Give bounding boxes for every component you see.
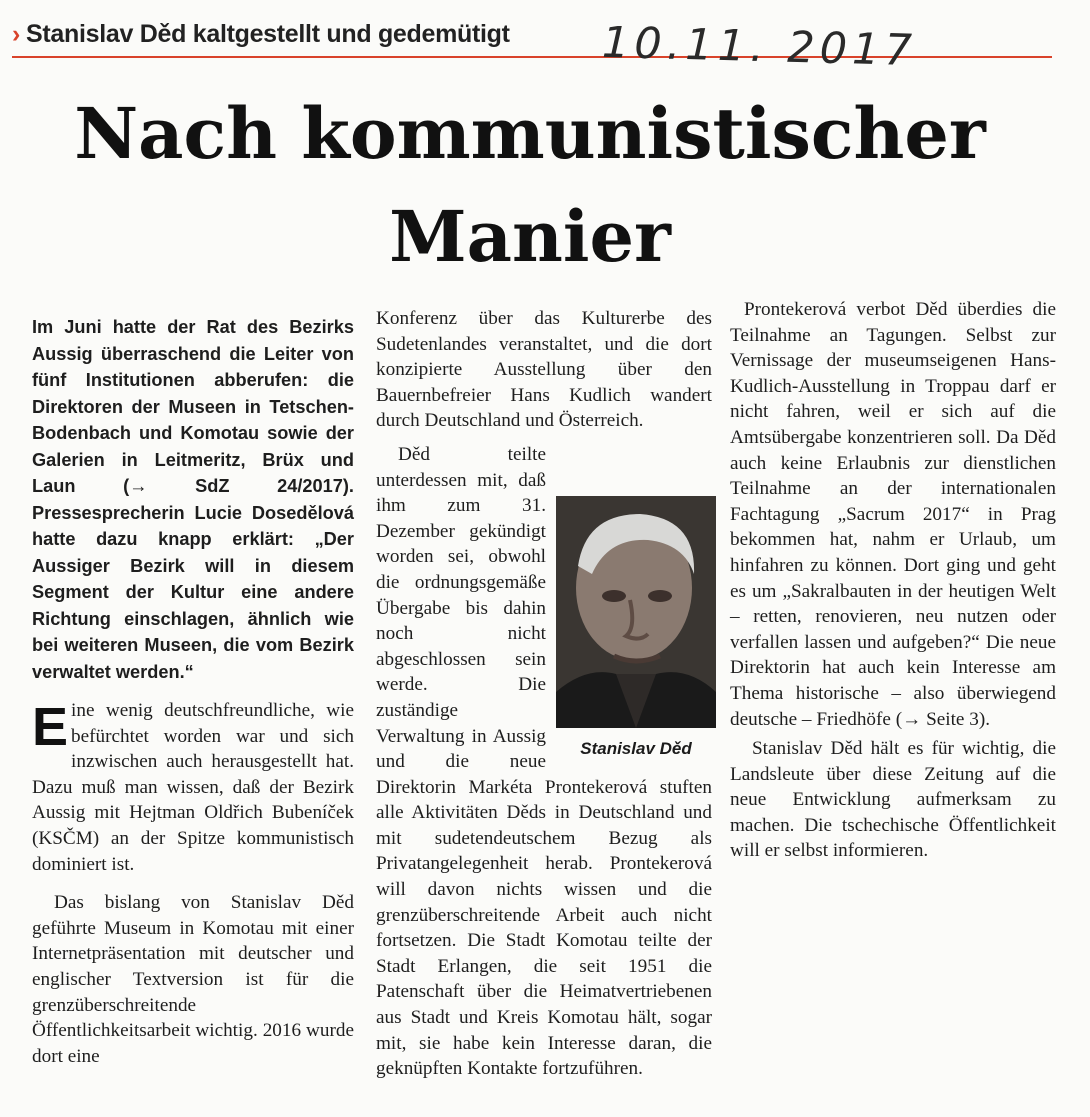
kicker — [12, 20, 510, 49]
body-paragraph-3: Děd teilte unterdessen mit, daß ihm zum 31. Dezember gekündigt worden sei, obwohl die ordnungsgemäße Übergabe bis dahin noch nicht abgeschlossen sein werde. Die zuständige Verwaltung in Aussig und die neue Direktorin Markéta Prontekerová stuften alle Aktivitäten Děds in Deutschland und mit sudetendeutschem Bezug als Privatangelegenheit herab. Prontekerová will davon nichts wissen und die grenzüberschreitende Arbeit auch nicht fortsetzen. Die Stadt Komotau teilte der Stadt Erlangen, die seit 1951 die Patenschaft über die Heimatvertriebenen aus Stadt und Kreis Komotau hält, sogar mit, sie habe kein Interesse daran, die geknüpften Kontakte fortzuführen. — [376, 443, 712, 1080]
body-paragraph-5: Stanislav Děd hält es für wichtig, die Landsleute über diese Zeitung auf die neue Entwicklung aufmerksam zu machen. Die tschechische Öffentlichkeit will er selbst informieren. — [730, 738, 1056, 862]
body-paragraph-2: Das bislang von Stanislav Děd geführte Museum in Komotau mit einer Internetpräsentation mit deutscher und englischer Textversion ist für die grenzüberschreitende Öffentlichkeitsarbeit wichtig. 2016 wurde dort eine — [32, 892, 354, 1067]
body-paragraph-1-text: ine wenig deutschfreundliche, wie befürchtet worden war und sich inzwischen auch herausgestellt hat. Dazu muß man wissen, daß der Bezirk Aussig mit Hejtman Oldřich Bubeníček (KSČM) an der Spitze kommunistisch dominiert ist. — [32, 700, 354, 875]
photo-caption: Stanislav Děd — [580, 738, 692, 758]
portrait-photo — [556, 496, 716, 728]
kicker-text: Stanislav Děd kaltgestellt und gedemütigt — [26, 20, 510, 48]
column-1 — [32, 314, 354, 1069]
handwritten-date: 10.11. 2017 — [601, 17, 918, 77]
chevron-right-icon: › — [12, 20, 21, 48]
lead-paragraph: Im Juni hatte der Rat des Bezirks Aussig überraschend die Leiter von fünf Institutionen abberufen: die Direktoren der Museen in Tetschen-Bodenbach und Komotau sowie der Galerien in Leitmeritz, Brüx und Laun (→ SdZ 24/2017). Pressesprecherin Lucie Dosedělová hatte dazu knapp erklärt: „Der Aussiger Bezirk will in diesem Segment der Kultur eine andere Richtung einschlagen, ähnlich wie bei weiteren Museen, die vom Bezirk verwaltet werden.“ — [32, 317, 354, 682]
headline-line-2: Manier — [389, 195, 671, 278]
headline-line-1: Nach kommunistischer — [74, 92, 986, 175]
body-paragraph-4: Prontekerová verbot Děd überdies die Teilnahme an Tagungen. Selbst zur Vernissage der museumseigenen Hans-Kudlich-Ausstellung in Troppau darf er nicht fahren, weil er sich auf die Amtsübergabe konzentrieren soll. Da Děd auch keine Erlaubnis zur dienstlichen Teilnahme an der internationalen Fachtagung „Sacrum 2017“ in Prag bekommen hat, nahm er Urlaub, um hinfahren zu können. Dort ging und geht es um „Sakralbauten in der heutigen Welt – retten, renovieren, neu nutzen oder verfallen lassen und aufgeben?“ Die neue Direktorin hat auch kein Interesse am Thema historische – also überwiegend deutsche – Friedhöfe (→ Seite 3). — [730, 299, 1056, 730]
column-2 — [376, 306, 712, 1082]
drop-cap: E — [32, 697, 69, 757]
headline — [20, 82, 1040, 288]
photo-figure — [556, 496, 716, 762]
body-paragraph-1 — [32, 698, 354, 877]
column-3 — [730, 297, 1056, 864]
body-paragraph-2-continued: Konferenz über das Kulturerbe des Sudetenlandes veranstaltet, und die dort konzipierte Ausstellung über den Bauernbefreier Hans Kudlich wandert durch Deutschland und Österreich. — [376, 308, 712, 432]
